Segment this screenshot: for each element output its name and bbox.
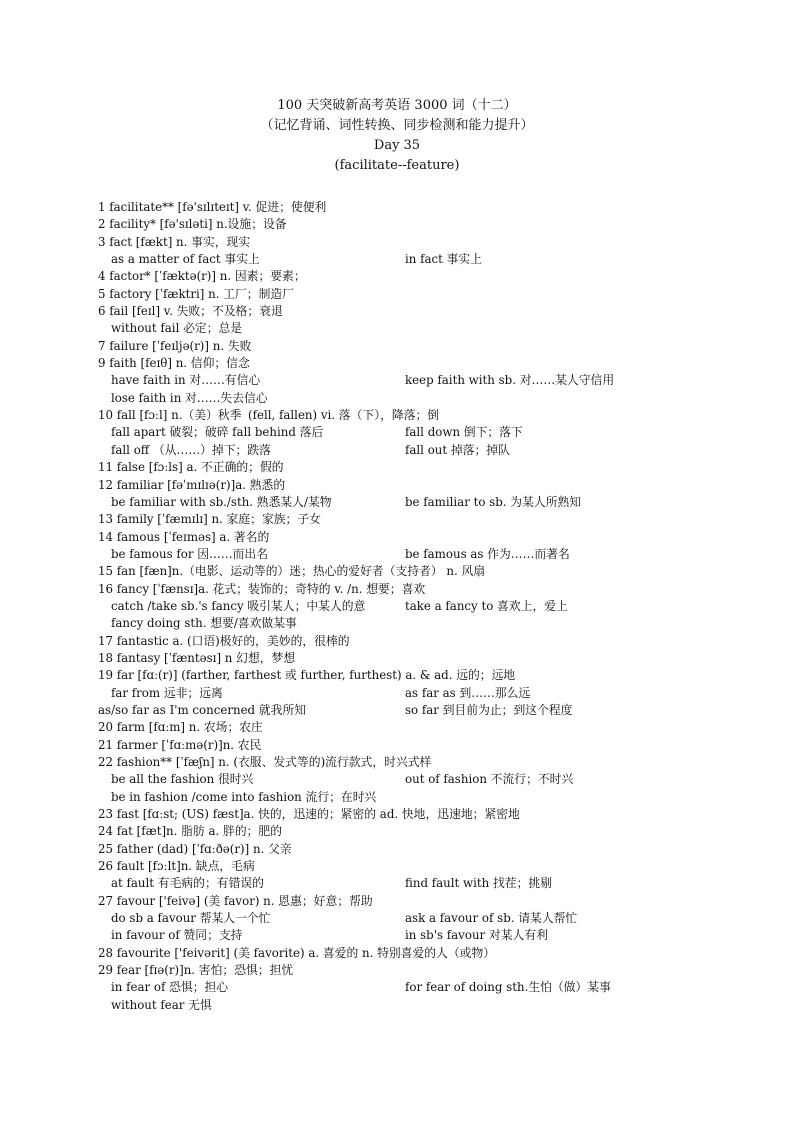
entry-text: 1 facilitate** [fə'sɪlɪteɪt] v. 促进；使便利 (98, 200, 327, 214)
entry-text: 18 fantasy [ˈfæntəsɪ] n 幻想，梦想 (98, 650, 296, 665)
vocab-line (98, 997, 718, 1014)
phrase-text: in favour of 赞同；支持 (111, 928, 243, 943)
vocab-line (98, 979, 718, 996)
phrase-text-right: in fact 事实上 (405, 252, 483, 267)
document-header (0, 96, 794, 176)
phrase-text: fancy doing sth. 想要/喜欢做某事 (111, 616, 297, 631)
phrase-text-right: ask a favour of sb. 请某人帮忙 (405, 911, 578, 926)
entry-text: 9 faith [feɪθ] n. 信仰；信念 (98, 356, 250, 371)
vocab-line (98, 286, 718, 303)
entry-text: 24 fat [fæt]n. 脂肪 a. 胖的；肥的 (98, 824, 283, 839)
phrase-text: be in fashion /come into fashion 流行；在时兴 (111, 789, 377, 804)
phrase-text-right: out of fashion 不流行；不时兴 (405, 772, 574, 787)
entry-text: 22 fashion** [ˈfæʃn] n. (衣服、发式等的)流行款式，时兴式样 (98, 755, 432, 769)
vocab-line (98, 633, 718, 650)
entry-text: 29 fear [fɪə(r)]n. 害怕；恐惧；担忧 (98, 963, 294, 978)
vocab-line (98, 546, 718, 563)
vocab-line (98, 494, 718, 511)
entry-text: 10 fall [fɔːl] n.（美）秋季 (98, 408, 242, 423)
vocab-line (98, 667, 718, 684)
vocab-line (98, 268, 718, 285)
phrase-text: be famous for 因……而出名 (111, 546, 269, 561)
vocab-line (98, 893, 718, 910)
vocab-line (98, 823, 718, 840)
vocab-line (98, 598, 718, 615)
vocab-line (98, 355, 718, 372)
vocab-line (98, 459, 718, 476)
vocab-line (98, 841, 718, 858)
vocab-line (98, 615, 718, 632)
entry-text: 23 fast [fɑːst; (US) fæst]a. 快的，迅速的；紧密的 ad. 快地，迅速地；紧密地 (98, 807, 520, 822)
vocab-line (98, 806, 718, 823)
phrase-text-right: for fear of doing sth.生怕（做）某事 (405, 980, 611, 995)
phrase-text: fall off （从……）掉下；跌落 (111, 442, 271, 457)
entry-text: 28 favourite ['feivərit] (美 favorite) a. 喜爱的 n. 特别喜爱的人（或物） (98, 945, 496, 960)
entry-text: 14 famous [ˈfeɪməs] a. 著名的 (98, 529, 270, 544)
vocab-line (98, 303, 718, 320)
vocab-line (98, 372, 718, 389)
vocab-line (98, 927, 718, 944)
vocab-line (98, 962, 718, 979)
phrase-text-right: fall out 掉落；掉队 (405, 442, 510, 457)
vocab-line (98, 234, 718, 251)
phrase-text-right: keep faith with sb. 对……某人守信用 (405, 373, 615, 388)
vocab-line (98, 199, 718, 216)
vocab-line (98, 719, 718, 736)
vocab-line (98, 875, 718, 892)
phrase-text-right: find fault with 找茬；挑剔 (405, 876, 552, 891)
phrase-text-right: be famous as 作为……而著名 (405, 546, 570, 561)
vocabulary-list (98, 199, 718, 1014)
phrase-text: have faith in 对……有信心 (111, 373, 261, 388)
entry-text: 7 failure [ˈfeɪljə(r)] n. 失败 (98, 338, 252, 353)
entry-text: 4 factor* [ˈfæktə(r)] n. 因素；要素； (98, 269, 306, 284)
entry-text: 17 fantastic a. (口语)极好的，美妙的，很棒的 (98, 633, 350, 648)
phrase-text: be all the fashion 很时兴 (111, 772, 254, 787)
phrase-text: far from 远非；远离 (111, 685, 223, 700)
phrase-text: catch /take sb.'s fancy 吸引某人；中某人的意 (111, 598, 366, 613)
document-title: 100 天突破新高考英语 3000 词（十二） (277, 98, 517, 113)
phrase-text: fall apart 破裂；破碎 fall behind 落后 (111, 425, 324, 440)
document-subtitle: （记忆背诵、词性转换、同步检测和能力提升） (260, 118, 534, 133)
vocab-line (98, 477, 718, 494)
entry-text: 11 false [fɔːls] a. 不正确的；假的 (98, 460, 284, 475)
phrase-text: in fear of 恐惧；担心 (111, 980, 229, 995)
phrase-text: lose faith in 对……失去信心 (111, 390, 268, 405)
vocab-line (98, 910, 718, 927)
entry-text: 2 facility* [fə'sɪləti] n.设施；设备 (98, 217, 287, 232)
entry-text: 6 fail [feɪl] v. 失败；不及格；衰退 (98, 304, 283, 319)
vocab-line (98, 390, 718, 407)
vocab-line (98, 216, 718, 233)
phrase-text-right: so far 到目前为止；到这个程度 (405, 702, 573, 717)
phrase-text: do sb a favour 帮某人一个忙 (111, 911, 271, 926)
entry-text: as/so far as I'm concerned 就我所知 (98, 702, 307, 717)
vocab-line (98, 702, 718, 719)
vocab-line (98, 338, 718, 355)
entry-text: 12 familiar [fəˈmɪlɪə(r)]a. 熟悉的 (98, 477, 286, 492)
vocab-line (98, 251, 718, 268)
vocab-line (98, 754, 718, 771)
entry-text: 20 farm [fɑːm] n. 农场；农庄 (98, 720, 263, 735)
phrase-text-right: be familiar to sb. 为某人所熟知 (405, 494, 582, 509)
entry-text: 27 favour ['feivə] (美 favor) n. 恩惠；好意；帮助 (98, 893, 373, 908)
vocab-line (98, 407, 718, 424)
entry-text: 3 fact [fækt] n. 事实，现实 (98, 234, 251, 249)
phrase-text: without fail 必定；总是 (111, 321, 243, 336)
day-label: Day 35 (373, 138, 421, 153)
phrase-text: as a matter of fact 事实上 (111, 252, 260, 267)
entry-text: 21 farmer [ˈfɑːmə(r)]n. 农民 (98, 737, 262, 752)
vocab-line (98, 685, 718, 702)
entry-text: 19 far [fɑː(r)] (farther, farthest 或 further, furthest) a. & ad. 远的；远地 (98, 668, 516, 683)
phrase-text: at fault 有毛病的；有错误的 (111, 876, 264, 891)
vocab-line (98, 650, 718, 667)
vocab-line (98, 858, 718, 875)
entry-text: 13 family [ˈfæmɪlɪ] n. 家庭；家族；子女 (98, 512, 321, 527)
vocab-line (98, 320, 718, 337)
entry-text: 25 father (dad) [ˈfɑːðə(r)] n. 父亲 (98, 841, 292, 856)
vocab-line (98, 529, 718, 546)
phrase-text-right: fall down 倒下；落下 (405, 425, 523, 440)
phrase-text-right: in sb's favour 对某人有利 (405, 928, 548, 943)
word-range: (facilitate--feature) (334, 158, 460, 173)
entry-text: 5 factory [ˈfæktri] n. 工厂；制造厂 (98, 286, 294, 301)
phrase-text: be familiar with sb./sth. 熟悉某人/某物 (111, 494, 332, 509)
vocab-line (98, 424, 718, 441)
vocab-line (98, 563, 718, 580)
vocab-line (98, 581, 718, 598)
entry-text: 26 fault [fɔːlt]n. 缺点，毛病 (98, 859, 255, 874)
phrase-text-right: take a fancy to 喜欢上，爱上 (405, 598, 568, 613)
vocab-line (98, 945, 718, 962)
vocab-line (98, 789, 718, 806)
vocab-line (98, 442, 718, 459)
vocab-line (98, 737, 718, 754)
entry-text: 15 fan [fæn]n.（电影、运动等的）迷；热心的爱好者（支持者） n. 风扇 (98, 564, 486, 579)
entry-text: 16 fancy [ˈfænsɪ]a. 花式；装饰的；奇特的 v. /n. 想要；喜欢 (98, 581, 426, 596)
vocab-line (98, 771, 718, 788)
vocab-line (98, 511, 718, 528)
phrase-text: without fear 无惧 (111, 997, 212, 1012)
phrase-text-right: (fell, fallen) vi. 落（下），降落；倒 (248, 408, 440, 423)
phrase-text-right: as far as 到……那么远 (405, 685, 531, 700)
